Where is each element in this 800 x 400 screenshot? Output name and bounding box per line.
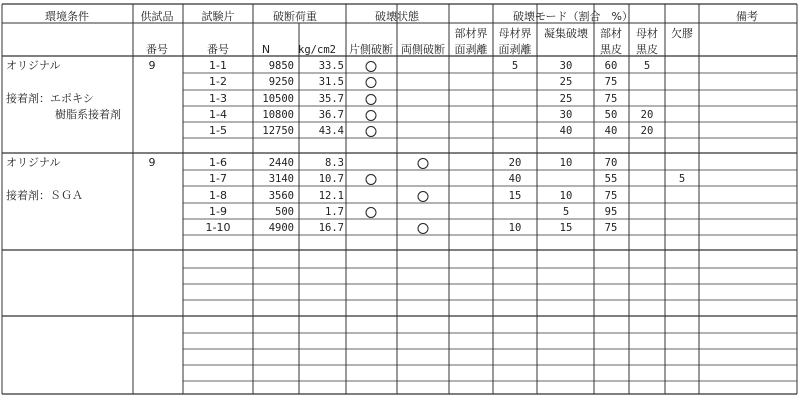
break-mode-value: 95 xyxy=(604,206,618,218)
break-load-n: 12750 xyxy=(262,125,294,137)
break-load-n: 9250 xyxy=(268,76,294,88)
header-break-mode: 破壊モード（割合 %） xyxy=(512,10,634,23)
break-load-kg: 31.5 xyxy=(318,76,344,88)
break-load-n: 3140 xyxy=(268,173,294,185)
both-side-break-mark-icon xyxy=(418,223,429,234)
break-load-kg: 16.7 xyxy=(318,222,344,234)
mode-col-1-line2: 面剥離 xyxy=(454,43,488,56)
break-load-n: 10800 xyxy=(262,109,294,121)
mode-col-6-line1: 欠膠 xyxy=(671,27,693,40)
break-load-kg: 35.7 xyxy=(318,93,344,105)
group-2-condition-line2: 接着剤：ＳＧＡ xyxy=(6,189,83,202)
group-2-condition-line1: オリジナル xyxy=(6,156,61,169)
header-specimen-group-no: 番号 xyxy=(146,43,168,56)
header-condition: 環境条件 xyxy=(45,10,89,23)
break-mode-value: 5 xyxy=(678,173,686,185)
one-side-break-mark-icon xyxy=(366,61,377,72)
header-test-piece: 試験片 xyxy=(201,10,235,23)
break-mode-value: 40 xyxy=(508,173,522,185)
break-mode-value: 70 xyxy=(604,157,618,169)
test-piece-id: 1-2 xyxy=(209,75,227,88)
break-mode-value: 75 xyxy=(604,222,618,234)
test-piece-id: 1-4 xyxy=(209,108,227,121)
one-side-break-mark-icon xyxy=(366,94,377,105)
one-side-break-mark-icon xyxy=(366,126,377,137)
break-load-kg: 36.7 xyxy=(318,109,344,121)
header-specimen-group: 供試品 xyxy=(140,10,174,23)
header-break-state: 破壊状態 xyxy=(375,10,419,23)
break-load-n: 500 xyxy=(275,206,294,218)
break-load-n: 4900 xyxy=(268,222,294,234)
test-piece-id: 1-7 xyxy=(209,172,227,185)
test-piece-id: 1-8 xyxy=(209,189,227,202)
one-side-break-mark-icon xyxy=(366,174,377,185)
break-mode-value: 60 xyxy=(604,60,618,72)
mode-col-5-line1: 母材 xyxy=(636,27,658,40)
mode-col-3-line1: 凝集破壊 xyxy=(544,27,588,40)
one-side-break-mark-icon xyxy=(366,207,377,218)
header-one-side-break: 片側破断 xyxy=(349,43,393,56)
break-mode-value: 25 xyxy=(559,93,573,105)
break-mode-value: 20 xyxy=(640,125,654,137)
break-load-kg: 12.1 xyxy=(318,190,344,202)
group-1-condition-line1: オリジナル xyxy=(6,59,61,72)
break-mode-value: 40 xyxy=(604,125,618,137)
mode-col-2-line1: 母材界 xyxy=(498,27,532,40)
break-load-kg: 10.7 xyxy=(318,173,344,185)
group-2-number: 9 xyxy=(148,156,156,169)
group-1-condition-line2: 接着剤：エポキシ xyxy=(6,92,94,105)
break-mode-value: 75 xyxy=(604,76,618,88)
mode-col-2-line2: 面剥離 xyxy=(498,43,532,56)
mode-col-5-line2: 黒皮 xyxy=(636,43,658,56)
test-piece-id: 1-6 xyxy=(209,156,227,169)
break-mode-value: 5 xyxy=(643,60,651,72)
break-mode-value: 55 xyxy=(604,173,618,185)
break-load-kg: 33.5 xyxy=(318,60,344,72)
header-break-load: 破断荷重 xyxy=(273,10,317,23)
break-mode-value: 15 xyxy=(508,190,522,202)
break-mode-value: 40 xyxy=(559,125,573,137)
test-piece-id: 1-5 xyxy=(209,124,227,137)
break-mode-value: 30 xyxy=(559,109,573,121)
header-unit-n: N xyxy=(261,43,271,56)
header-unit-kg: kg/cm2 xyxy=(298,44,336,56)
break-mode-value: 75 xyxy=(604,93,618,105)
group-1-condition-line3: 樹脂系接着剤 xyxy=(55,108,121,121)
break-mode-value: 10 xyxy=(559,157,573,169)
test-piece-id: 1-10 xyxy=(205,221,231,234)
header-test-piece-no: 番号 xyxy=(207,43,229,56)
break-mode-value: 5 xyxy=(562,206,570,218)
header-both-side-break: 両側破断 xyxy=(401,43,445,56)
both-side-break-mark-icon xyxy=(418,191,429,202)
header-remarks: 備考 xyxy=(736,10,758,23)
test-piece-id: 1-3 xyxy=(209,92,227,105)
break-mode-value: 10 xyxy=(559,190,573,202)
mode-col-4-line1: 部材 xyxy=(600,27,622,40)
both-side-break-mark-icon xyxy=(418,158,429,169)
break-load-n: 10500 xyxy=(262,93,294,105)
test-piece-id: 1-1 xyxy=(209,59,227,72)
break-load-n: 3560 xyxy=(268,190,294,202)
break-mode-value: 10 xyxy=(508,222,522,234)
break-mode-value: 15 xyxy=(559,222,573,234)
break-mode-value: 5 xyxy=(511,60,519,72)
break-mode-value: 20 xyxy=(640,109,654,121)
test-piece-id: 1-9 xyxy=(209,205,227,218)
break-load-n: 9850 xyxy=(268,60,294,72)
break-load-kg: 43.4 xyxy=(318,125,344,137)
break-mode-value: 20 xyxy=(508,157,522,169)
mode-col-1-line1: 部材界 xyxy=(454,27,488,40)
one-side-break-mark-icon xyxy=(366,77,377,88)
break-mode-value: 30 xyxy=(559,60,573,72)
one-side-break-mark-icon xyxy=(366,110,377,121)
break-mode-value: 75 xyxy=(604,190,618,202)
break-mode-value: 50 xyxy=(604,109,618,121)
group-1-number: 9 xyxy=(148,59,156,72)
mode-col-4-line2: 黒皮 xyxy=(600,43,622,56)
break-load-kg: 1.7 xyxy=(325,206,344,218)
break-mode-value: 25 xyxy=(559,76,573,88)
break-load-n: 2440 xyxy=(268,157,294,169)
break-load-kg: 8.3 xyxy=(325,157,344,169)
